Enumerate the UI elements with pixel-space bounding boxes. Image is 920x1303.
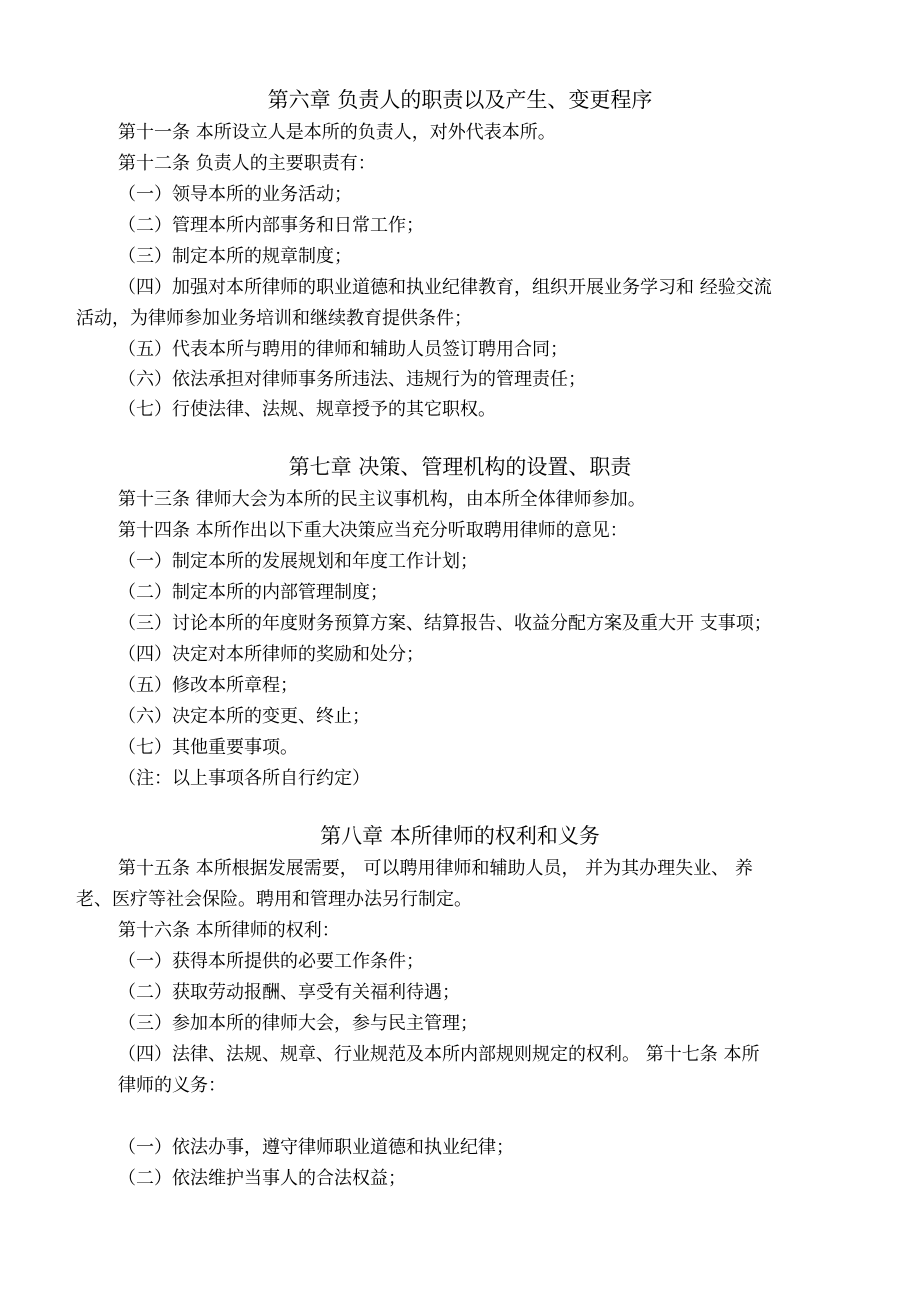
- article-line: 第十六条 本所律师的权利：: [118, 920, 340, 941]
- list-item: （四）决定对本所律师的奖励和处分；: [118, 644, 424, 665]
- article-line: 第十四条 本所作出以下重大决策应当充分听取聘用律师的意见：: [118, 520, 628, 541]
- list-item: （三）制定本所的规章制度；: [118, 246, 352, 267]
- list-item: （六）依法承担对律师事务所违法、违规行为的管理责任；: [118, 369, 586, 390]
- list-item: （四）法律、法规、规章、行业规范及本所内部规则规定的权利。 第十七条 本所: [118, 1044, 760, 1065]
- list-item: （一）依法办事，遵守律师职业道德和执业纪律；: [118, 1137, 514, 1158]
- list-item: （二）依法维护当事人的合法权益；: [118, 1168, 406, 1189]
- list-item: （一）领导本所的业务活动；: [118, 184, 352, 205]
- chapter-title: 第七章 决策、管理机构的设置、职责: [288, 455, 632, 479]
- chapter-title: 第六章 负责人的职责以及产生、变更程序: [267, 88, 653, 112]
- list-item: （一）制定本所的发展规划和年度工作计划；: [118, 551, 478, 572]
- list-item: （六）决定本所的变更、终止；: [118, 706, 370, 727]
- list-item: （二）获取劳动报酬、享受有关福利待遇；: [118, 982, 460, 1003]
- article-line-continuation: 老、医疗等社会保险。聘用和管理办法另行制定。: [76, 889, 472, 910]
- list-item: （二）管理本所内部事务和日常工作；: [118, 215, 424, 236]
- list-item-continuation: 律师的义务：: [118, 1075, 226, 1096]
- list-item: （四）加强对本所律师的职业道德和执业纪律教育，组织开展业务学习和 经验交流: [118, 277, 772, 298]
- list-item: （三）讨论本所的年度财务预算方案、结算报告、收益分配方案及重大开 支事项；: [118, 613, 772, 634]
- list-item: （五）代表本所与聘用的律师和辅助人员签订聘用合同；: [118, 339, 568, 360]
- list-item: （七）其他重要事项。: [118, 737, 298, 758]
- article-line: 第十二条 负责人的主要职责有：: [118, 153, 376, 174]
- list-item: （三）参加本所的律师大会，参与民主管理；: [118, 1013, 478, 1034]
- note-line: （注：以上事项各所自行约定）: [118, 768, 370, 789]
- list-item: （一）获得本所提供的必要工作条件；: [118, 951, 424, 972]
- list-item: （七）行使法律、法规、规章授予的其它职权。: [118, 399, 496, 420]
- article-line: 第十三条 律师大会为本所的民主议事机构，由本所全体律师参加。: [118, 489, 646, 510]
- list-item: （二）制定本所的内部管理制度；: [118, 582, 388, 603]
- list-item: （五）修改本所章程；: [118, 675, 298, 696]
- article-line: 第十一条 本所设立人是本所的负责人，对外代表本所。: [118, 122, 556, 143]
- article-line: 第十五条 本所根据发展需要， 可以聘用律师和辅助人员， 并为其办理失业、 养: [118, 858, 753, 879]
- list-item-continuation: 活动，为律师参加业务培训和继续教育提供条件；: [76, 308, 472, 329]
- chapter-title: 第八章 本所律师的权利和义务: [320, 824, 600, 848]
